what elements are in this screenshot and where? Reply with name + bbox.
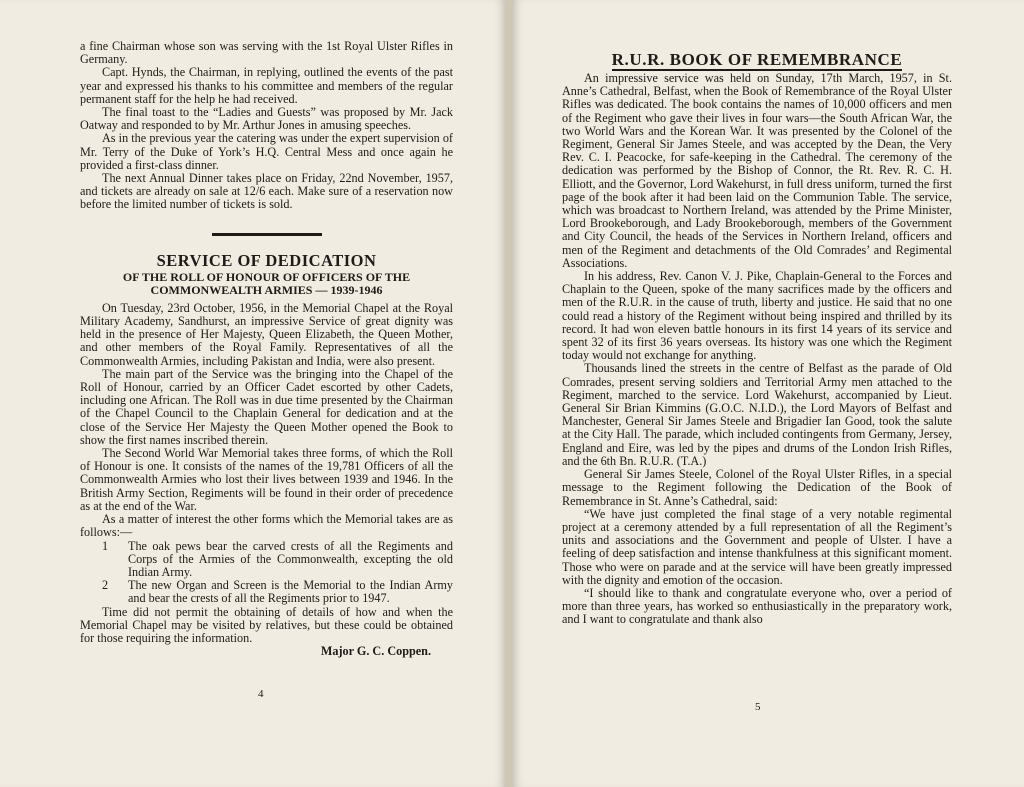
page-number: 4 (258, 688, 264, 700)
list-number: 1 (102, 538, 109, 553)
right-text-column (562, 50, 952, 627)
paragraph: The Second World War Memorial takes three forms, of which the Roll of Honour is one. It consists of the names of the 19,781 Officers of all the Commonwealth Armies who lost their lives between 1939 and 1946. In the British Army Section, Regiments will be found in their order of precedence as at the end of the War. (80, 446, 453, 513)
page-number: 5 (755, 701, 761, 713)
paragraph: Thousands lined the streets in the centre of Belfast as the parade of Old Comrades, present serving soldiers and Territorial Army men attached to the Regiment, marched to the service. Lord Wakehurst, accompanied by Lieut. General Sir Brian Kimmins (G.O.C. N.I.D.), the Lord Mayors of Belfast and Manchester, General Sir James Steele and Brigadier Ian Good, took the salute at the City Hall. The parade, which included contingents from Germany, Jersey, England and Eire, was led by the pipes and drums of the London Irish Rifles, and the 6th Bn. R.U.R. (T.A.) (562, 361, 952, 468)
paragraph: In his address, Rev. Canon V. J. Pike, Chaplain-General to the Forces and Chaplain to the Queen, spoke of the many sacrifices made by the officers and men of the R.U.R. in the cause of truth, liberty and justice. He said that no one could read a history of the Regiment without being inspired and thrilled by its record. It had won eleven battle honours in its first 14 years of its service and spent 32 of its first 36 years overseas. Its history was one which the Regiment today would not exchange for anything. (562, 269, 952, 363)
paragraph: Capt. Hynds, the Chairman, in replying, outlined the events of the past year and expressed his thanks to his committee and members of the regular permanent staff for the help he had received. (80, 65, 453, 106)
left-text-column (80, 40, 453, 658)
right-page (512, 0, 1024, 787)
paragraph: As in the previous year the catering was under the expert supervision of Mr. Terry of the Duke of York’s H.Q. Central Mess and once again he provided a first-class dinner. (80, 131, 453, 172)
left-page (0, 0, 506, 787)
paragraph: a fine Chairman whose son was serving with the 1st Royal Ulster Rifles in Germany. (80, 39, 453, 67)
page-title-text: R.U.R. BOOK OF REMEMBRANCE (611, 50, 903, 69)
section-subheading: COMMONWEALTH ARMIES — 1939-1946 (150, 282, 383, 297)
paragraph: As a matter of interest the other forms which the Memorial takes are as follows:— (80, 512, 453, 540)
paragraph: The final toast to the “Ladies and Guests” was proposed by Mr. Jack Oatway and responded to by Mr. Arthur Jones in amusing speeches. (80, 105, 453, 133)
list-item (80, 540, 453, 580)
paragraph: “We have just completed the final stage of a very notable regimental project at a ceremony attended by a full representation of all the Regiment’s units and associations and the Government and people of Ulster. I have a feeling of deep satisfaction and intense thankfulness at this significant moment. Those who were on parade and at the service will have been greatly impressed with the dignity and emotion of the occasion. (562, 506, 952, 587)
paragraph: On Tuesday, 23rd October, 1956, in the Memorial Chapel at the Royal Military Academy, Sandhurst, an impressive Service of great dignity was held in the presence of Her Majesty, Queen Elizabeth, the Queen Mother, and other members of the Royal Family. Representatives of all the Commonwealth Armies, including Pakistan and India, were also present. (80, 300, 453, 368)
author-signature: Major G. C. Coppen. (320, 644, 431, 659)
list-item (80, 579, 453, 605)
paragraph: The main part of the Service was the bringing into the Chapel of the Roll of Honour, carried by an Officer Cadet escorted by other Cadets, including one African. The Roll was in due time presented by the Chairman of the Chapel Council to the Chaplain General for dedication and at the close of the Service Her Majesty the Queen Mother opened the Book to show the first names inscribed therein. (80, 366, 453, 447)
section-divider (80, 226, 453, 239)
list-number: 2 (102, 578, 109, 593)
section-heading: SERVICE OF DEDICATION (156, 250, 377, 270)
list-text: The oak pews bear the carved crests of all the Regiments and Corps of the Armies of the Commonwealth, excepting the old Indian Army. (128, 538, 453, 579)
section-subheading: OF THE ROLL OF HONOUR OF OFFICERS OF THE (122, 269, 411, 284)
list-text: The new Organ and Screen is the Memorial to the Indian Army and bear the crests of all the Regiments prior to 1947. (128, 578, 453, 606)
paragraph: The next Annual Dinner takes place on Friday, 22nd November, 1957, and tickets are already on sale at 12/6 each. Make sure of a reservation now before the limited number of tickets is sold. (80, 171, 453, 212)
paragraph: Time did not permit the obtaining of details of how and when the Memorial Chapel may be visited by relatives, but these could be obtained for those requiring the information. (80, 604, 453, 645)
paragraph: “I should like to thank and congratulate everyone who, over a period of more than three years, has worked so enthusiastically in the preparatory work, and I want to congratulate and thank also (562, 585, 952, 627)
paragraph: An impressive service was held on Sunday, 17th March, 1957, in St. Anne’s Cathedral, Belfast, when the Book of Remembrance of the Royal Ulster Rifles was dedicated. The book contains the names of 10,000 officers and men of the Regiment who gave their lives in four wars—the South African War, the two World Wars and the Korean War. It was presented by the Colonel of the Regiment, General Sir James Steele, and was accepted by the Dean, the Very Rev. C. I. Peacocke, for safe-keeping in the Cathedral. The ceremony of the dedication was performed by the Bishop of Connor, the Rt. Rev. R. C. H. Elliott, and the Governor, Lord Wakehurst, in full dress uniform, turned the first page of the book after it had been laid on the Communion Table. The service, which was broadcast to Northern Ireland, was attended by the Prime Minister, Lord Brookeborough, and Lady Brookeborough, members of the Government and City Council, the heads of the Services in Northern Ireland, officers and men of the Regiment and detachments of the Old Comrades’ and Regimental Associations. (562, 71, 952, 270)
page-title (562, 50, 952, 69)
paragraph: General Sir James Steele, Colonel of the Royal Ulster Rifles, in a special message to the Regiment following the Dedication of the Book of Remembrance in St. Anne’s Cathedral, said: (562, 467, 952, 508)
